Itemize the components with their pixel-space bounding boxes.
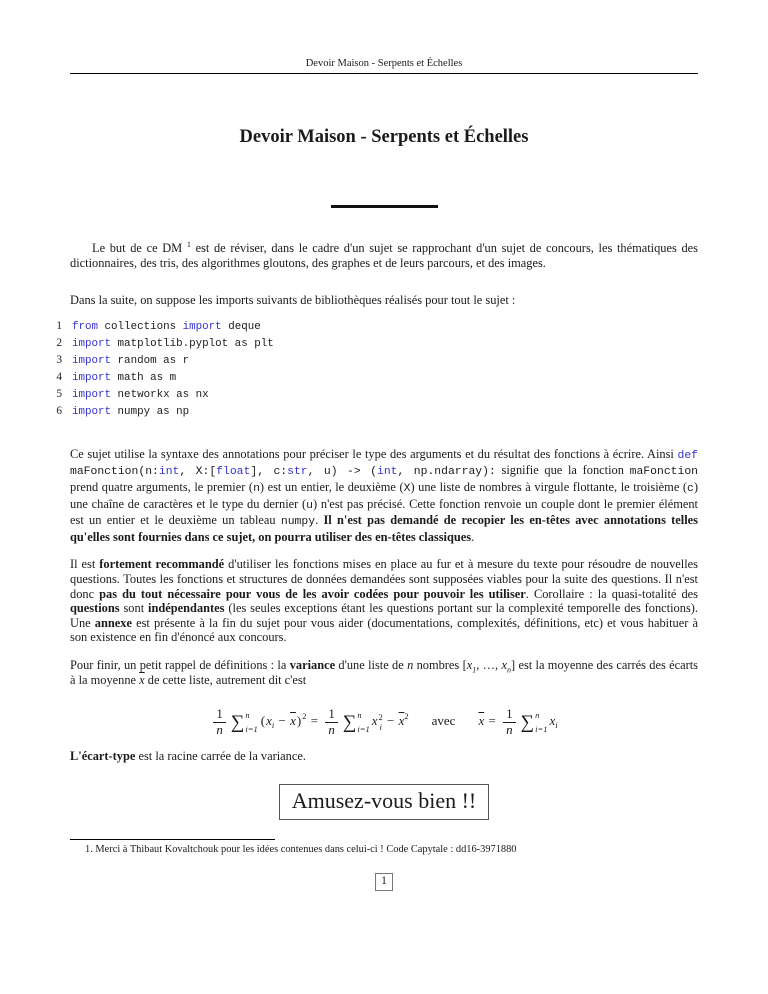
text-run: import xyxy=(72,388,112,401)
text-run: collections xyxy=(98,320,183,333)
text-run: ) n'est pas précisé. Cette fonction renvoie un couple dont le premier élément est un entier et le deuxième un tableau xyxy=(70,496,698,528)
text-run: n xyxy=(506,721,513,737)
paragraph-variance-definition xyxy=(70,658,698,687)
math-text: = xyxy=(485,713,500,729)
text-run: networkx as nx xyxy=(111,388,209,401)
title-divider-rule xyxy=(331,205,438,208)
sum-symbol: ∑ xyxy=(342,711,357,733)
math-mean-bar: $\overline{x}$ xyxy=(290,713,296,729)
text-run: , u) -> ( xyxy=(307,466,377,479)
math-text: = xyxy=(307,713,322,729)
fraction xyxy=(325,707,338,737)
math-subscript: i xyxy=(271,720,275,731)
page-number-wrap xyxy=(70,873,698,891)
text-run: annexe xyxy=(94,615,132,630)
text-run: indépendantes xyxy=(148,601,225,616)
math-text: ) xyxy=(296,713,302,729)
code-line xyxy=(56,318,698,335)
code-line xyxy=(56,386,698,403)
paragraph-annotations xyxy=(70,447,698,545)
paragraph-ecart-type xyxy=(70,749,698,764)
text-run: n xyxy=(253,482,260,495)
text-run: 1 xyxy=(325,707,338,723)
text-run: . xyxy=(471,529,475,544)
text-run: est de réviser, dans le cadre d'un sujet se rapprochant d'un sujet de concours, les thématiques des dictionnaires, des tris, des algorithmes gloutons, des graphes et de leurs parcours, et des images. xyxy=(70,241,698,270)
text-run: de cette liste, autrement dit c'est xyxy=(144,672,307,687)
footnote xyxy=(70,844,698,856)
math-text: − xyxy=(275,713,290,729)
summation xyxy=(343,711,370,734)
math-variable: x xyxy=(549,713,556,729)
footnote-rule xyxy=(70,839,275,840)
code-line xyxy=(56,403,698,420)
text-run: signifie que la fonction xyxy=(495,463,630,478)
text-run: $\overline{x}$ xyxy=(139,672,145,687)
text-run: n xyxy=(328,721,335,737)
text-run: i=1 xyxy=(357,724,370,735)
text-run: 1. Merci à Thibaut Kovaltchouk pour les idées contenues dans celui-ci ! Code Capytale : dd16-3971880 xyxy=(85,843,517,855)
sum-symbol: ∑ xyxy=(520,711,535,733)
text-run xyxy=(357,711,369,734)
text-run: prend quatre arguments, le premier ( xyxy=(70,479,254,494)
math-text: ( xyxy=(260,713,266,729)
code-line-text xyxy=(72,352,189,369)
text-run: X xyxy=(403,482,411,495)
text-run: questions xyxy=(70,601,120,616)
text-run: n xyxy=(245,709,250,720)
code-line-number: 4 xyxy=(56,370,62,383)
math-subscript: i xyxy=(555,720,558,731)
text-run: def xyxy=(677,449,698,462)
code-line-number: 5 xyxy=(56,387,62,400)
text-run: x xyxy=(466,657,473,672)
variance-formula xyxy=(70,707,698,737)
closing-box-wrap xyxy=(70,784,698,820)
text-run: (les seules exceptions étant les questions portant sur la complexité temporelle des fonctions). Une xyxy=(70,601,698,630)
amusez-vous-bien-box: Amusez-vous bien !! xyxy=(279,784,490,820)
page-title: Devoir Maison - Serpents et Échelles xyxy=(239,127,529,147)
text-run: ) une chaîne de caractères et le type du dernier ( xyxy=(70,479,698,511)
math-mean-bar: $\overline{x}$ xyxy=(398,713,405,729)
text-run: Dans la suite, on suppose les imports suivants de bibliothèques réalisés pour tout le sujet : xyxy=(70,293,516,308)
math-text: − xyxy=(383,713,398,729)
text-run: ] est la moyenne des carrés des écarts à la moyenne xyxy=(70,657,699,687)
code-line-number: 3 xyxy=(56,353,62,366)
text-run xyxy=(535,711,547,734)
text-run: maFonction xyxy=(629,466,698,479)
text-run: numpy as np xyxy=(111,405,190,418)
text-run: 1 xyxy=(186,239,191,249)
text-run: pas du tout nécessaire pour vous de les avoir codées pour pouvoir les utiliser xyxy=(99,586,526,601)
header-rule xyxy=(70,73,698,74)
math-superscript: 2 xyxy=(404,711,409,722)
text-run: Pour finir, un petit rappel de définitions : la xyxy=(70,657,290,672)
text-run: d'une liste de xyxy=(335,657,408,672)
text-run: import xyxy=(72,354,112,367)
math-text: avec xyxy=(431,713,456,729)
code-line-text xyxy=(72,335,274,352)
text-run: maFonction(n: xyxy=(70,466,159,479)
code-line xyxy=(56,352,698,369)
page-number: 1 xyxy=(375,873,393,891)
math-variable: x xyxy=(371,713,378,729)
text-run: n xyxy=(216,721,223,737)
summation xyxy=(521,711,548,734)
text-run: c xyxy=(687,482,694,495)
text-run: numpy xyxy=(280,516,316,529)
text-run: str xyxy=(287,466,308,479)
fraction xyxy=(213,707,226,737)
math-superscript: 2 xyxy=(302,711,307,722)
text-run: . xyxy=(315,513,324,528)
text-run: . Corollaire : la quasi-totalité des xyxy=(525,586,698,601)
text-run: random as r xyxy=(111,354,190,367)
text-run: 2 xyxy=(378,711,383,722)
text-run: 1 xyxy=(503,707,516,723)
text-run: nombres [ xyxy=(413,657,467,672)
text-run: import xyxy=(72,405,112,418)
text-run: 1 xyxy=(213,707,226,723)
text-run: 1 xyxy=(472,665,477,675)
text-run: Le but de ce DM xyxy=(92,241,187,255)
text-run: n xyxy=(407,657,414,672)
text-run: from xyxy=(72,320,99,333)
text-run: u xyxy=(306,499,314,512)
text-run: n xyxy=(506,665,512,675)
text-run: matplotlib.pyplot as plt xyxy=(111,337,274,350)
text-run: n xyxy=(535,709,540,720)
summation xyxy=(231,711,258,734)
text-run: sont xyxy=(119,601,149,616)
text-run: variance xyxy=(289,657,336,672)
fraction xyxy=(503,707,516,737)
code-line-text xyxy=(72,386,209,403)
paragraph-imports-intro xyxy=(70,293,698,308)
text-run: Il est xyxy=(70,557,100,572)
text-run: ) une liste de nombres à virgule flottante, le troisième ( xyxy=(410,479,687,494)
code-line-text xyxy=(72,403,189,420)
text-run: fortement recommandé xyxy=(99,557,225,572)
text-run: L'écart-type xyxy=(70,749,136,764)
text-run: , X:[ xyxy=(179,466,217,479)
code-line-number: 6 xyxy=(56,404,62,417)
text-run: i=1 xyxy=(245,724,258,735)
text-run: est présente à la fin du sujet pour vous aider (documentations, complexités, définitions, etc) et vous habituer à son existence en fin d'énoncé aux concours. xyxy=(70,615,698,645)
math-variable: x xyxy=(266,713,272,729)
text-run: import xyxy=(182,320,222,333)
text-run: import xyxy=(72,371,112,384)
code-line-text xyxy=(72,318,261,335)
code-line-number: 1 xyxy=(56,319,62,332)
text-run: d'utiliser les fonctions mises en place au fur et à mesure du texte pour résoudre de nouvelles questions. Toutes les fonctions et structures de données demandées sont supposées viables pour la suite des questions. Il n'est donc xyxy=(70,557,698,601)
text-run: import xyxy=(72,337,112,350)
text-run: i xyxy=(379,722,382,733)
text-run: float xyxy=(216,466,251,479)
math-mean-bar: $\overline{x}$ xyxy=(478,713,485,729)
text-run: ) est un entier, le deuxième ( xyxy=(259,479,404,494)
paragraph-recommendation xyxy=(70,557,698,645)
text-run: , np.ndarray): xyxy=(397,466,496,479)
text-run: x xyxy=(501,657,507,672)
code-line-number: 2 xyxy=(56,336,62,349)
text-run: math as m xyxy=(111,371,177,384)
code-line xyxy=(56,335,698,352)
text-run: Ce sujet utilise la syntaxe des annotations pour préciser le type des arguments et du résultat des fonctions à écrire. Ainsi xyxy=(70,446,678,461)
text-run: deque xyxy=(221,320,261,333)
text-run xyxy=(245,711,257,734)
code-line-text xyxy=(72,369,176,386)
python-imports-code-block xyxy=(56,318,698,420)
text-run: int xyxy=(377,466,398,479)
text-run: i=1 xyxy=(535,724,548,735)
sum-symbol: ∑ xyxy=(230,711,245,733)
running-header: Devoir Maison - Serpents et Échelles xyxy=(305,58,463,69)
text-run: Il n'est pas demandé de recopier les en-têtes avec annotations telles qu'elles sont fournies dans ce sujet, on pourra utiliser des en-têtes classiques xyxy=(70,513,699,544)
text-run: , …, xyxy=(476,657,502,672)
text-run: int xyxy=(158,466,180,479)
text-run: n xyxy=(357,709,362,720)
code-line xyxy=(56,369,698,386)
paragraph-intro xyxy=(70,241,698,270)
text-run: est la racine carrée de la variance. xyxy=(135,749,306,764)
text-run: ], c: xyxy=(250,466,288,479)
